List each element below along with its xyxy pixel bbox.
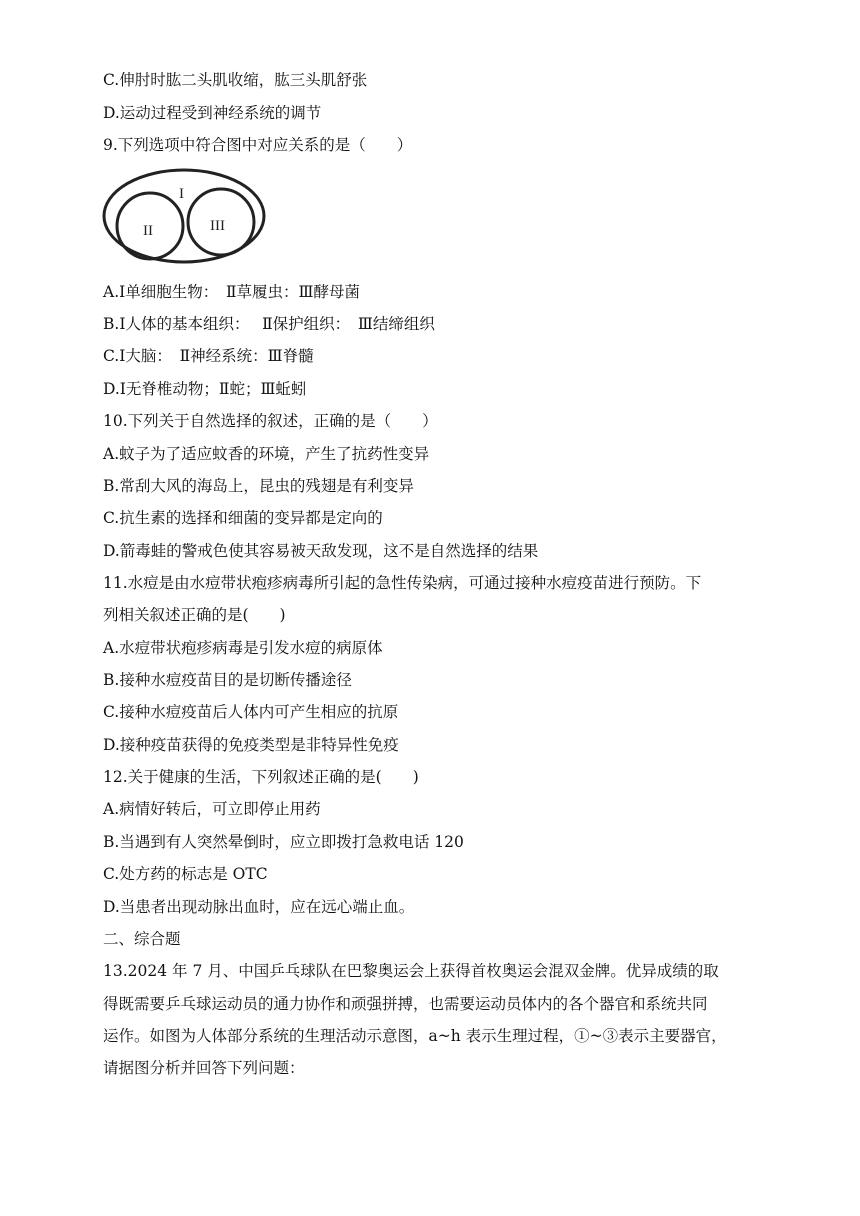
option-10c: C.抗生素的选择和细菌的变异都是定向的	[103, 509, 383, 527]
venn-diagram	[100, 165, 272, 267]
option-10d: D.箭毒蛙的警戒色使其容易被天敌发现，这不是自然选择的结果	[103, 542, 539, 560]
option-11b: B.接种水痘疫苗目的是切断传播途径	[103, 671, 352, 689]
option-11d: D.接种疫苗获得的免疫类型是非特异性免疫	[103, 736, 399, 754]
option-12d: D.当患者出现动脉出血时，应在远心端止血。	[103, 898, 415, 916]
question-11-line1: 11.水痘是由水痘带状疱疹病毒所引起的急性传染病，可通过接种水痘疫苗进行预防。下	[103, 574, 702, 592]
option-9b: B.Ⅰ人体的基本组织： Ⅱ保护组织： Ⅲ结缔组织	[103, 315, 435, 333]
option-8c: C.伸肘时肱二头肌收缩，肱三头肌舒张	[103, 71, 368, 89]
question-12: 12.关于健康的生活，下列叙述正确的是( )	[103, 768, 419, 786]
section-heading: 二、综合题	[103, 930, 181, 948]
option-9a: A.Ⅰ单细胞生物： Ⅱ草履虫：Ⅲ酵母菌	[103, 283, 360, 301]
label-right: III	[210, 218, 225, 234]
option-9c: C.Ⅰ大脑： Ⅱ神经系统：Ⅲ脊髓	[103, 347, 314, 365]
question-13-line4: 请据图分析并回答下列问题：	[103, 1059, 305, 1077]
option-12c: C.处方药的标志是 OTC	[103, 865, 268, 883]
question-13-line2: 得既需要乒乓球运动员的通力协作和顽强拼搏，也需要运动员体内的各个器官和系统共同	[103, 995, 708, 1013]
option-8d: D.运动过程受到神经系统的调节	[103, 104, 322, 122]
question-13-line1: 13.2024 年 7 月、中国乒乓球队在巴黎奥运会上获得首枚奥运会混双金牌。优异成绩的取	[103, 962, 719, 980]
option-10a: A.蚊子为了适应蚊香的环境，产生了抗药性变异	[103, 445, 430, 463]
option-11c: C.接种水痘疫苗后人体内可产生相应的抗原	[103, 703, 399, 721]
label-outer: I	[179, 186, 184, 202]
option-10b: B.常刮大风的海岛上，昆虫的残翅是有利变异	[103, 477, 414, 495]
question-13-line3: 运作。如图为人体部分系统的生理活动示意图，a~h 表示生理过程，①~③表示主要器官，	[103, 1027, 727, 1045]
option-12b: B.当遇到有人突然晕倒时，应立即拨打急救电话 120	[103, 833, 464, 851]
question-10: 10.下列关于自然选择的叙述，正确的是（ ）	[103, 412, 438, 430]
option-11a: A.水痘带状疱疹病毒是引发水痘的病原体	[103, 639, 383, 657]
question-11-line2: 列相关叙述正确的是( )	[103, 606, 286, 624]
label-left: II	[143, 223, 153, 239]
question-9: 9.下列选项中符合图中对应关系的是（ ）	[103, 136, 413, 154]
option-12a: A.病情好转后，可立即停止用药	[103, 800, 321, 818]
option-9d: D.Ⅰ无脊椎动物；Ⅱ蛇；Ⅲ蚯蚓	[103, 380, 307, 398]
